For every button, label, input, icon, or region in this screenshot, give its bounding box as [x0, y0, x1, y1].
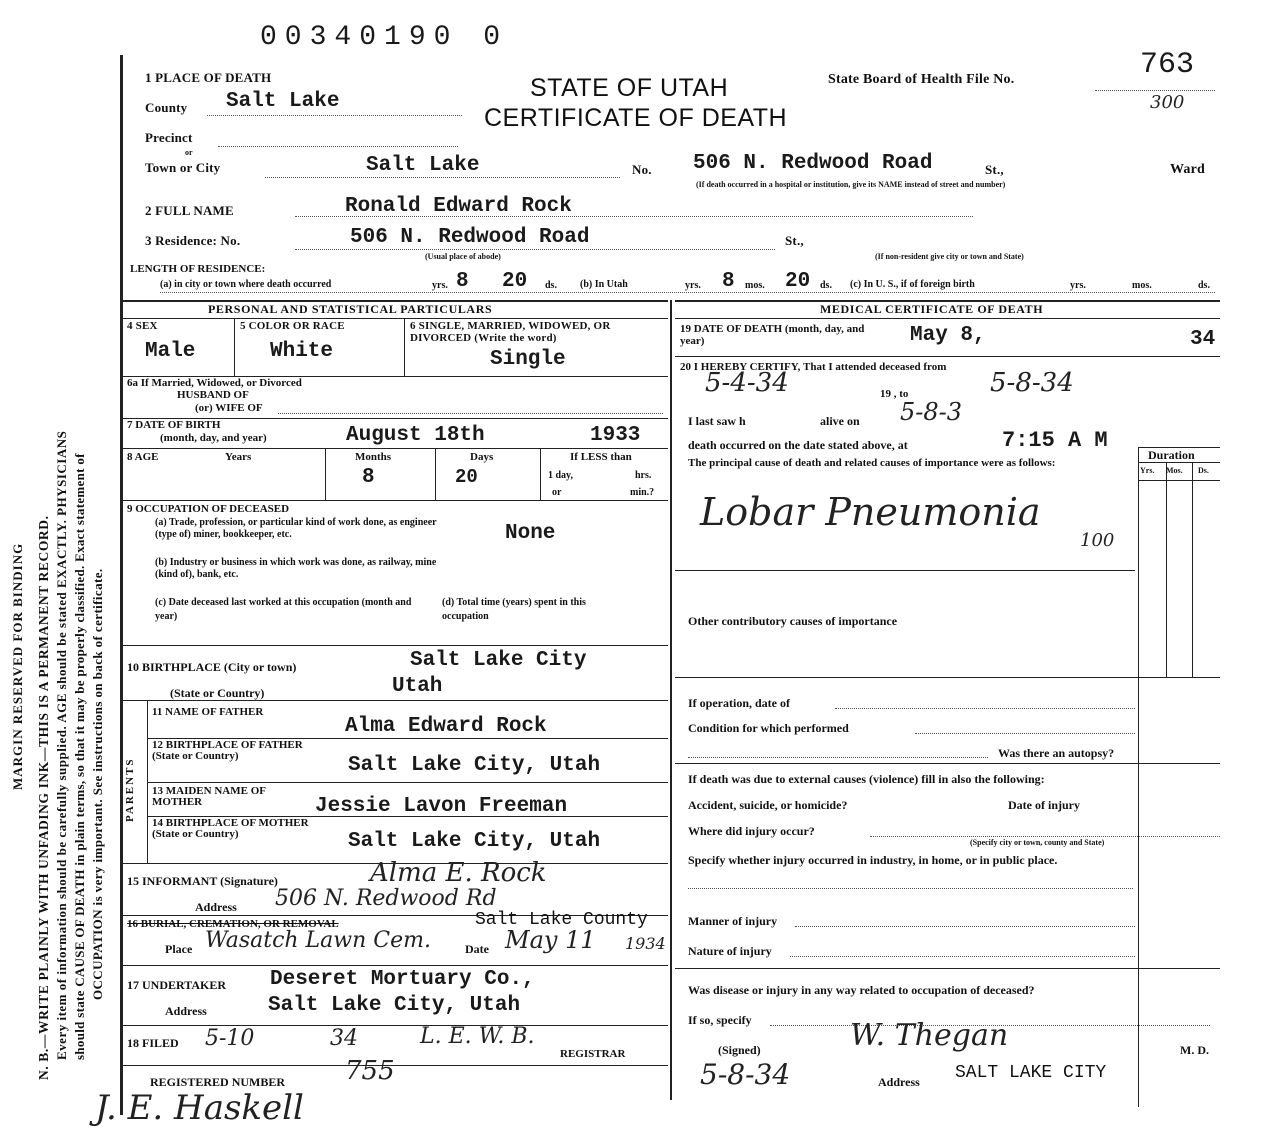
undertaker-address-label: Address: [165, 1004, 207, 1018]
undertaker-value: Deseret Mortuary Co.,: [270, 968, 535, 991]
burial-label: 16 BURIAL, CREMATION, OR REMOVAL: [127, 918, 339, 930]
town-value: Salt Lake: [366, 154, 480, 177]
burial-year: 1934: [625, 934, 666, 953]
occupation-a: (a) Trade, profession, or particular kind of work done, as engineer (type of) miner, bookkeeper, etc.: [155, 517, 437, 540]
one-day-label: 1 day,: [548, 470, 574, 481]
regnum-value: 755: [345, 1056, 395, 1086]
or-min-label: or: [552, 487, 562, 498]
father-bp-label: 12 BIRTHPLACE OF FATHER (State or Country): [152, 739, 303, 762]
full-name-label: 2 FULL NAME: [145, 203, 234, 218]
dob-year: 1933: [590, 424, 641, 447]
certify-label: 20 I HEREBY CERTIFY, That I attended deceased from: [680, 361, 947, 373]
spouse-label-2: HUSBAND OF: [177, 389, 249, 401]
length-label: LENGTH OF RESIDENCE:: [130, 263, 266, 275]
where-note: (Specify city or town, county and State): [970, 838, 1105, 847]
death-address: 506 N. Redwood Road: [693, 152, 933, 175]
bottom-signature: J. E. Haskell: [95, 1088, 304, 1128]
related-label: Was disease or injury in any way related to occupation of deceased?: [688, 983, 1035, 997]
regnum-label: REGISTERED NUMBER: [150, 1075, 286, 1089]
length-b-label: (b) In Utah: [580, 279, 628, 290]
alive-on-label: alive on: [820, 414, 860, 428]
parents-label: PARENTS: [124, 757, 136, 822]
county-label: County: [145, 100, 188, 115]
father-label: 11 NAME OF FATHER: [152, 706, 264, 718]
occupation-c: (c) Date deceased last worked at this occupation (month and year): [155, 597, 412, 622]
attend-to: 5-8-34: [990, 368, 1074, 398]
burial-date: May 11: [505, 926, 596, 954]
color-value: White: [270, 340, 334, 363]
sex-label: 4 SEX: [127, 320, 158, 332]
mos-c: mos.: [1132, 280, 1152, 291]
cause-value: Lobar Pneumonia: [700, 490, 1041, 534]
md-label: M. D.: [1180, 1043, 1209, 1057]
personal-header: PERSONAL AND STATISTICAL PARTICULARS: [208, 302, 493, 316]
place-of-death-label: 1 PLACE OF DEATH: [145, 70, 272, 85]
age-days: 20: [455, 466, 478, 488]
condition-label: Condition for which performed: [688, 721, 849, 735]
to-label: 19 , to: [880, 388, 909, 400]
less-than-label: If LESS than: [570, 451, 632, 463]
manner-label: Manner of injury: [688, 914, 778, 928]
marital-value: Single: [490, 348, 566, 371]
undertaker-label: 17 UNDERTAKER: [127, 978, 227, 992]
color-label: 5 COLOR OR RACE: [240, 320, 345, 332]
external-label: If death was due to external causes (violence) fill in also the following:: [688, 772, 1045, 786]
operation-label: If operation, date of: [688, 696, 790, 710]
yrs-c: yrs.: [1070, 280, 1086, 291]
father-bp-value: Salt Lake City, Utah: [348, 754, 601, 777]
age-months: 8: [362, 466, 375, 489]
informant-address-label: Address: [195, 900, 237, 914]
st-label: St.,: [985, 162, 1004, 177]
usual-note: (Usual place of abode): [425, 252, 501, 261]
certificate-title: CERTIFICATE OF DEATH: [484, 104, 788, 132]
medical-header: MEDICAL CERTIFICATE OF DEATH: [820, 302, 1044, 316]
autopsy-label: Was there an autopsy?: [998, 746, 1115, 760]
time-value: 7:15 A M: [1002, 428, 1108, 453]
dob-label-2: (month, day, and year): [160, 432, 267, 444]
burial-place: Wasatch Lawn Cem.: [205, 928, 431, 953]
mos-b: mos.: [745, 280, 765, 291]
sex-value: Male: [145, 340, 196, 363]
residence-st-label: St.,: [785, 233, 804, 248]
other-causes-label: Other contributory causes of importance: [688, 614, 898, 628]
file-no: 763: [1140, 48, 1195, 82]
registrar-label: REGISTRAR: [560, 1048, 626, 1060]
cause-label: The principal cause of death and related causes of importance were as follows:: [688, 457, 1056, 469]
filed-label: 18 FILED: [127, 1036, 179, 1050]
ward-label: Ward: [1170, 162, 1206, 177]
margin-line3: should state CAUSE OF DEATH in plain terms, so that it may be properly classified. Exact statement of: [72, 453, 87, 1060]
days-label: Days: [470, 451, 494, 463]
years-label: Years: [225, 451, 252, 463]
dur-mos: Mos.: [1166, 466, 1183, 475]
no-label: No.: [632, 162, 652, 177]
length-a-mos: 8: [456, 270, 469, 293]
filed-year: 34: [330, 1026, 358, 1051]
margin-line1: N. B.—WRITE PLAINLY WITH UNFADING INK—THIS IS A PERMANENT RECORD.: [36, 515, 51, 1080]
length-a-label: (a) in city or town where death occurred: [160, 279, 332, 290]
full-name-value: Ronald Edward Rock: [345, 195, 572, 218]
yrs-a: yrs.: [432, 280, 448, 291]
file-note: 300: [1150, 92, 1185, 113]
dob-label-1: 7 DATE OF BIRTH: [127, 419, 221, 431]
state-title: STATE OF UTAH: [530, 74, 729, 102]
margin-line4: OCCUPATION is very important. See instructions on back of certificate.: [90, 568, 105, 1000]
last-saw-label: I last saw h: [688, 414, 746, 428]
length-b-mos: 8: [722, 270, 735, 293]
length-a-ds: 20: [502, 270, 528, 293]
length-b-ds: 20: [785, 270, 811, 293]
burial-place-label: Place: [165, 942, 193, 956]
age-label: 8 AGE: [127, 451, 159, 463]
nonres-note: (If non-resident give city or town and State): [875, 252, 1024, 261]
if-so-label: If so, specify: [688, 1013, 752, 1027]
dob-value: August 18th: [346, 424, 485, 447]
birthplace-value: Salt Lake City: [410, 649, 587, 672]
or-label: or: [185, 148, 193, 157]
hospital-note: (If death occurred in a hospital or institution, give its NAME instead of street and number): [696, 180, 1006, 189]
yrs-b: yrs.: [685, 280, 701, 291]
ds-a: ds.: [545, 280, 557, 291]
length-c-label: (c) In U. S., if of foreign birth: [850, 279, 975, 290]
ds-c: ds.: [1198, 280, 1210, 291]
undertaker-address: Salt Lake City, Utah: [268, 994, 521, 1017]
signed-label: (Signed): [718, 1043, 761, 1057]
occupation-value: None: [505, 522, 556, 545]
occupation-label: 9 OCCUPATION OF DECEASED: [127, 503, 290, 515]
last-saw-value: 5-8-3: [900, 398, 963, 426]
dod-year: 34: [1190, 328, 1216, 351]
filed-value: 5-10: [205, 1026, 255, 1051]
marital-label: 6 SINGLE, MARRIED, WIDOWED, OR DIVORCED (Write the word): [410, 320, 611, 344]
months-label: Months: [355, 451, 392, 463]
sign-date: 5-8-34: [700, 1058, 791, 1091]
duration-label: Duration: [1148, 448, 1195, 462]
residence-value: 506 N. Redwood Road: [350, 226, 590, 249]
spouse-label-3: (or) WIFE OF: [195, 402, 263, 414]
nature-label: Nature of injury: [688, 944, 772, 958]
informant-signature: Alma E. Rock: [370, 858, 547, 888]
physician-address-label: Address: [878, 1075, 920, 1089]
mother-bp-label: 14 BIRTHPLACE OF MOTHER (State or Country): [152, 817, 309, 840]
dod-label: 19 DATE OF DEATH (month, day, and year): [680, 323, 865, 347]
mother-label: 13 MAIDEN NAME OF MOTHER: [152, 785, 266, 808]
father-value: Alma Edward Rock: [345, 715, 547, 738]
physician-address: SALT LAKE CITY: [955, 1063, 1107, 1083]
occupation-b: (b) Industry or business in which work was done, as railway, mine (kind of), bank, etc.: [155, 557, 437, 580]
accident-label: Accident, suicide, or homicide?: [688, 798, 848, 812]
dur-yrs: Yrs.: [1140, 466, 1155, 475]
town-label: Town or City: [145, 160, 221, 175]
where-label: Where did injury occur?: [688, 824, 815, 838]
mother-value: Jessie Lavon Freeman: [315, 795, 568, 818]
birthplace-label: 10 BIRTHPLACE (City or town): [127, 660, 297, 674]
margin-line2: Every item of information should be carefully supplied. AGE should be stated EXACTLY. PHYSICIANS: [54, 430, 69, 1060]
dur-ds: Ds.: [1198, 466, 1209, 475]
injury-date-label: Date of injury: [1008, 798, 1080, 812]
residence-label: 3 Residence: No.: [145, 233, 241, 248]
attend-from: 5-4-34: [705, 368, 789, 398]
time-label: death occurred on the date stated above, at: [688, 438, 908, 452]
spouse-label-1: 6a If Married, Widowed, or Divorced: [127, 377, 302, 389]
birth-state: Utah: [392, 675, 443, 698]
mother-bp-value: Salt Lake City, Utah: [348, 830, 601, 853]
precinct-label: Precinct: [145, 130, 193, 145]
dod-value: May 8,: [910, 324, 986, 347]
informant-address: 506 N. Redwood Rd: [275, 886, 497, 911]
occupation-d: (d) Total time (years) spent in this occupation: [442, 597, 586, 622]
burial-typed: Salt Lake County: [475, 910, 648, 930]
file-no-label: State Board of Health File No.: [828, 72, 1015, 87]
ds-b: ds.: [820, 280, 832, 291]
hrs-label: hrs.: [635, 470, 652, 481]
state-label: (State or Country): [170, 686, 265, 700]
burial-date-label: Date: [465, 942, 489, 956]
serial-number: 00340190 0: [260, 22, 509, 53]
registrar-signature: L. E. W. B.: [420, 1024, 535, 1049]
margin-binding: MARGIN RESERVED FOR BINDING: [10, 542, 25, 790]
min-label: min.?: [630, 487, 655, 498]
county-value: Salt Lake: [226, 90, 340, 113]
informant-label: 15 INFORMANT (Signature): [127, 874, 278, 888]
physician-signature: W. Thegan: [850, 1018, 1009, 1053]
specify-label: Specify whether injury occurred in industry, in home, or in public place.: [688, 853, 1058, 867]
cause-code: 100: [1080, 530, 1115, 551]
